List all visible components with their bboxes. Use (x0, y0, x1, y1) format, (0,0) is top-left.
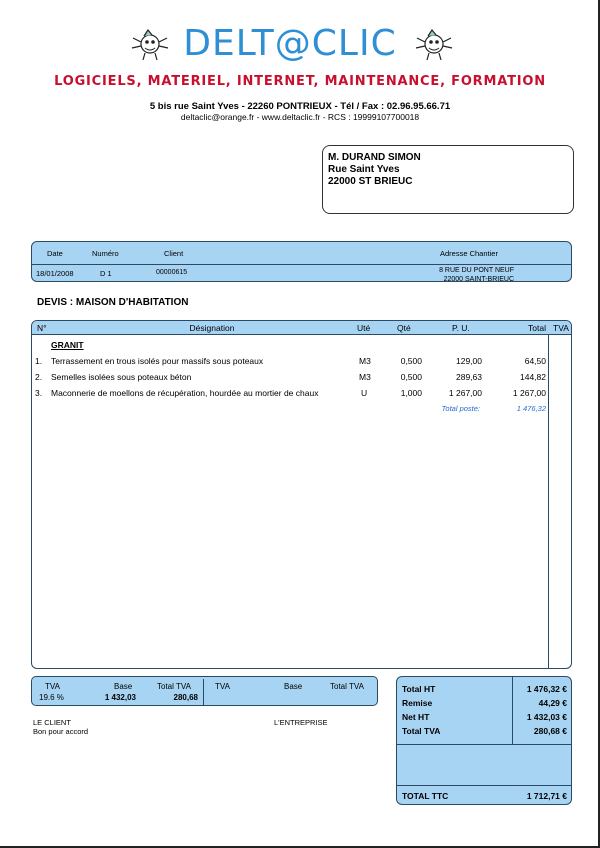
tva-summary (31, 676, 378, 706)
base-label: Base (114, 682, 133, 691)
company-address: 5 bis rue Saint Yves - 22260 PONTRIEUX - Tél / Fax : 02.96.95.66.71 (149, 101, 451, 112)
row-unit: U (361, 388, 368, 398)
chantier-address-line1: 8 RUE DU PONT NEUF (439, 267, 514, 274)
client-street: Rue Saint Yves (328, 164, 400, 175)
quote-date: 18/01/2008 (36, 269, 74, 278)
dolphin-mascot-icon (414, 28, 454, 62)
client-address-box (322, 145, 574, 214)
ttc-label: TOTAL TTC (402, 791, 449, 801)
row-qty: 0,500 (400, 372, 422, 382)
ttc-divider (397, 785, 571, 786)
row-total: 1 267,00 (512, 388, 546, 398)
row-pu: 1 267,00 (448, 388, 482, 398)
quote-title: DEVIS : MAISON D'HABITATION (37, 297, 189, 308)
info-divider (32, 264, 571, 265)
total-tva-label: Total TVA (157, 682, 191, 691)
row-designation: Semelles isolées sous poteaux béton (51, 372, 192, 382)
remise-label: Remise (402, 698, 433, 708)
client-code: 00000615 (156, 269, 188, 276)
total-ht-label: Total HT (402, 684, 436, 694)
company-tagline: LOGICIELS, MATERIEL, INTERNET, MAINTENANCE, FORMATION (54, 74, 546, 89)
tva-total: 280,68 (173, 693, 198, 702)
company-contact: deltaclic@orange.fr - www.deltaclic.fr - RCS : 19999107700018 (180, 112, 420, 122)
col-qty-header: Qté (397, 323, 411, 333)
subtotal-label: Total poste: (441, 404, 480, 413)
tva-divider (203, 679, 204, 705)
dolphin-mascot-icon (130, 28, 170, 62)
row-num: 2. (35, 372, 43, 382)
col-num-header: N° (37, 323, 47, 333)
col-designation-header: Désignation (189, 323, 235, 333)
client-signature-label: LE CLIENT (33, 718, 71, 727)
total-tva-label: Total TVA (402, 726, 441, 736)
row-unit: M3 (359, 356, 371, 366)
col-unit-header: Uté (357, 323, 371, 333)
chantier-address-line2: 22000 SAINT-BRIEUC (443, 276, 514, 282)
row-pu: 289,63 (456, 372, 482, 382)
tva-label-2: TVA (215, 682, 230, 691)
client-signature-block (33, 718, 88, 736)
numero-label: Numéro (92, 249, 119, 258)
row-pu: 129,00 (456, 356, 482, 366)
company-signature-label: L'ENTREPRISE (274, 718, 328, 727)
tva-column-divider (548, 335, 549, 668)
client-label: Client (164, 249, 184, 258)
tva-label: TVA (45, 682, 60, 691)
net-ht-label: Net HT (402, 712, 430, 722)
row-designation: Terrassement en trous isolés pour massifs sous poteaux (51, 356, 264, 366)
row-unit: M3 (359, 372, 371, 382)
row-num: 1. (35, 356, 43, 366)
client-name: M. DURAND SIMON (328, 152, 421, 163)
remise-value: 44,29 € (538, 698, 567, 708)
totals-box (396, 676, 572, 805)
net-ht-value: 1 432,03 € (526, 712, 567, 722)
company-logo: DELT@CLIC (183, 23, 397, 64)
totals-divider (397, 744, 571, 745)
quote-number: D 1 (100, 269, 112, 278)
row-qty: 0,500 (400, 356, 422, 366)
total-tva-label-2: Total TVA (330, 682, 364, 691)
section-title: GRANIT (51, 340, 84, 350)
client-signature-note: Bon pour accord (33, 727, 89, 736)
row-designation: Maconnerie de moellons de récupération, hourdée au mortier de chaux (51, 388, 319, 398)
quote-info-bar (31, 241, 572, 282)
table-header (32, 321, 571, 335)
col-total-header: Total (528, 323, 546, 333)
row-qty: 1,000 (400, 388, 422, 398)
row-num: 3. (35, 388, 43, 398)
total-ht-value: 1 476,32 € (526, 684, 567, 694)
client-city: 22000 ST BRIEUC (328, 176, 413, 187)
col-tva-header: TVA (553, 323, 569, 333)
chantier-label: Adresse Chantier (440, 249, 498, 258)
base-label-2: Base (284, 682, 303, 691)
row-total: 64,50 (524, 356, 546, 366)
quote-lines-table (31, 320, 572, 669)
tva-base: 1 432,03 (104, 693, 136, 702)
subtotal-value: 1 476,32 (516, 404, 546, 413)
tva-rate: 19.6 % (39, 693, 64, 702)
col-pu-header: P. U. (452, 323, 470, 333)
date-label: Date (47, 249, 63, 258)
total-tva-value: 280,68 € (533, 726, 567, 736)
row-total: 144,82 (520, 372, 546, 382)
ttc-value: 1 712,71 € (526, 791, 567, 801)
